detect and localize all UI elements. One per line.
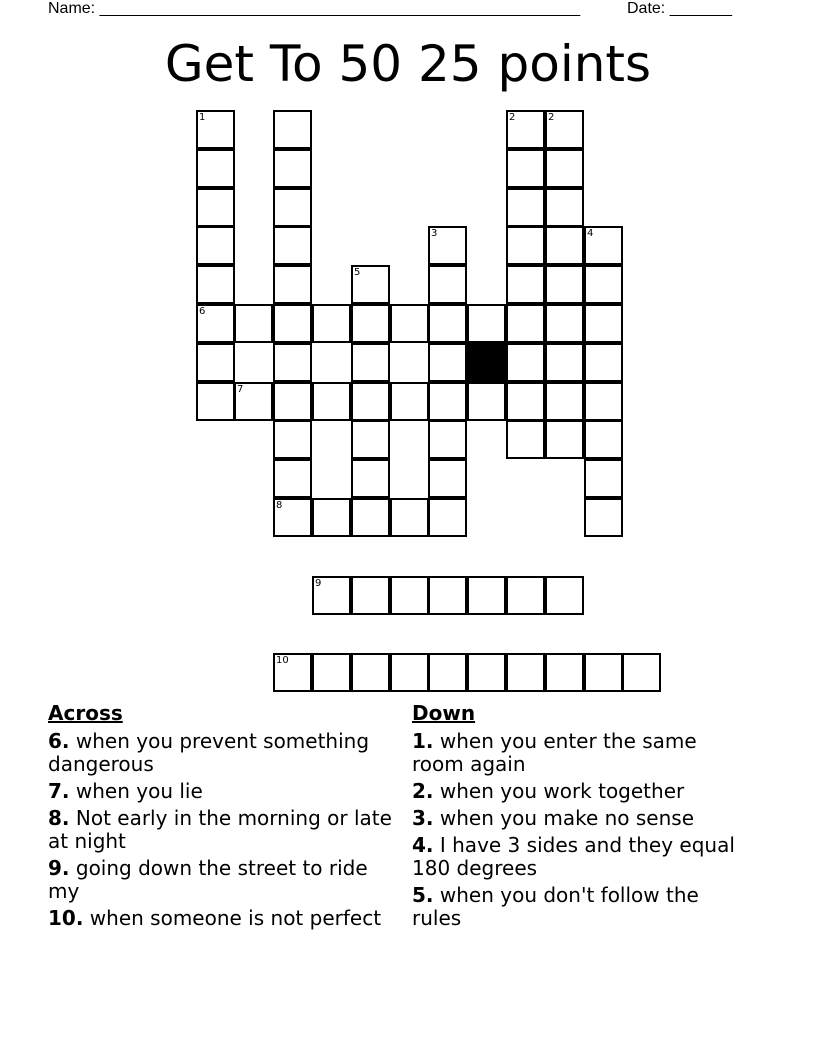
- grid-cell[interactable]: [545, 110, 584, 149]
- grid-cell[interactable]: [506, 110, 545, 149]
- clue-across-8: [48, 807, 398, 853]
- grid-cell[interactable]: [545, 149, 584, 188]
- grid-cell[interactable]: [351, 420, 390, 459]
- date-field: Date: _______: [627, 0, 732, 17]
- grid-cell[interactable]: [351, 304, 390, 343]
- clue-number: 9.: [48, 856, 70, 880]
- grid-cell[interactable]: [273, 188, 312, 227]
- grid-cell[interactable]: [312, 382, 351, 421]
- grid-cell[interactable]: [273, 226, 312, 265]
- grid-cell[interactable]: [545, 343, 584, 382]
- grid-cell[interactable]: [467, 576, 506, 615]
- clue-number-label: 1: [199, 112, 206, 123]
- clue-text: when you enter the same room again: [412, 729, 697, 776]
- clue-number: 3.: [412, 806, 434, 830]
- grid-cell[interactable]: [584, 653, 623, 692]
- grid-cell[interactable]: [390, 653, 429, 692]
- down-clues: [412, 702, 752, 934]
- grid-cell[interactable]: [584, 226, 623, 265]
- grid-cell[interactable]: [506, 576, 545, 615]
- clue-number-label: 10: [276, 655, 289, 666]
- grid-cell[interactable]: [545, 304, 584, 343]
- grid-cell[interactable]: [273, 498, 312, 537]
- clue-text: going down the street to ride my: [48, 856, 368, 903]
- grid-cell[interactable]: [312, 498, 351, 537]
- grid-cell[interactable]: [351, 343, 390, 382]
- grid-cell[interactable]: [351, 459, 390, 498]
- clue-down-2: [412, 780, 752, 803]
- grid-cell[interactable]: [467, 382, 506, 421]
- grid-cell[interactable]: [467, 653, 506, 692]
- clue-text: when you lie: [75, 779, 203, 803]
- clue-text: when someone is not perfect: [89, 906, 382, 930]
- grid-cell[interactable]: [584, 304, 623, 343]
- grid-cell[interactable]: [312, 576, 351, 615]
- grid-cell[interactable]: [428, 498, 467, 537]
- down-heading: Down: [412, 701, 476, 725]
- grid-cell[interactable]: [351, 653, 390, 692]
- grid-cell[interactable]: [390, 382, 429, 421]
- clue-number: 6.: [48, 729, 70, 753]
- clue-number: 10.: [48, 906, 84, 930]
- grid-cell[interactable]: [390, 576, 429, 615]
- clue-text: I have 3 sides and they equal 180 degrees: [412, 833, 735, 880]
- clue-across-6: [48, 730, 398, 776]
- grid-cell[interactable]: [351, 382, 390, 421]
- clue-across-9: [48, 857, 398, 903]
- grid-cell[interactable]: [351, 265, 390, 304]
- clue-number-label: 9: [315, 578, 322, 589]
- across-heading: Across: [48, 701, 123, 725]
- grid-cell[interactable]: [467, 304, 506, 343]
- grid-cell[interactable]: [545, 265, 584, 304]
- grid-cell[interactable]: [584, 382, 623, 421]
- grid-cell[interactable]: [273, 653, 312, 692]
- grid-cell[interactable]: [196, 265, 235, 304]
- grid-cell[interactable]: [584, 265, 623, 304]
- grid-cell[interactable]: [506, 304, 545, 343]
- grid-cell[interactable]: [196, 110, 235, 149]
- clue-number: 1.: [412, 729, 434, 753]
- clue-text: when you work together: [439, 779, 685, 803]
- grid-cell[interactable]: [545, 226, 584, 265]
- grid-cell[interactable]: [506, 149, 545, 188]
- clue-number-label: 3: [431, 228, 438, 239]
- grid-cell[interactable]: [273, 420, 312, 459]
- grid-cell[interactable]: [196, 188, 235, 227]
- name-field: Name: ______________________________________________________: [48, 0, 581, 17]
- clue-number: 4.: [412, 833, 434, 857]
- grid-cell[interactable]: [273, 304, 312, 343]
- grid-cell[interactable]: [234, 304, 273, 343]
- grid-cell[interactable]: [273, 382, 312, 421]
- grid-cell[interactable]: [584, 420, 623, 459]
- grid-cell[interactable]: [351, 576, 390, 615]
- clue-number: 5.: [412, 883, 434, 907]
- grid-cell[interactable]: [545, 382, 584, 421]
- grid-cell[interactable]: [196, 382, 235, 421]
- clue-down-4: [412, 834, 752, 880]
- clue-number-label: 2: [548, 112, 555, 123]
- clue-number: 7.: [48, 779, 70, 803]
- grid-cell[interactable]: [622, 653, 661, 692]
- grid-cell[interactable]: [428, 265, 467, 304]
- clue-across-10: [48, 907, 398, 930]
- grid-cell[interactable]: [545, 420, 584, 459]
- grid-cell[interactable]: [506, 265, 545, 304]
- grid-cell[interactable]: [584, 498, 623, 537]
- grid-cell[interactable]: [234, 382, 273, 421]
- grid-cell-blocked: [467, 343, 506, 382]
- clue-text: when you make no sense: [439, 806, 695, 830]
- grid-cell[interactable]: [273, 343, 312, 382]
- clue-number-label: 7: [237, 384, 244, 395]
- grid-cell[interactable]: [506, 382, 545, 421]
- grid-cell[interactable]: [312, 304, 351, 343]
- clue-number-label: 4: [587, 228, 594, 239]
- clue-number-label: 8: [276, 500, 283, 511]
- grid-cell[interactable]: [428, 304, 467, 343]
- grid-cell[interactable]: [428, 420, 467, 459]
- grid-cell[interactable]: [312, 653, 351, 692]
- grid-cell[interactable]: [390, 498, 429, 537]
- clue-number: 8.: [48, 806, 70, 830]
- clue-number-label: 6: [199, 306, 206, 317]
- grid-cell[interactable]: [196, 226, 235, 265]
- grid-cell[interactable]: [196, 149, 235, 188]
- clue-down-1: [412, 730, 752, 776]
- across-clues: [48, 702, 398, 934]
- grid-cell[interactable]: [390, 304, 429, 343]
- grid-cell[interactable]: [428, 226, 467, 265]
- grid-cell[interactable]: [273, 110, 312, 149]
- clue-number-label: 2: [509, 112, 516, 123]
- grid-cell[interactable]: [428, 382, 467, 421]
- grid-cell[interactable]: [273, 265, 312, 304]
- grid-cell[interactable]: [545, 576, 584, 615]
- grid-cell[interactable]: [506, 653, 545, 692]
- grid-cell[interactable]: [545, 653, 584, 692]
- grid-cell[interactable]: [428, 459, 467, 498]
- grid-cell[interactable]: [273, 459, 312, 498]
- grid-cell[interactable]: [506, 343, 545, 382]
- clue-text: when you don't follow the rules: [412, 883, 699, 930]
- clue-down-3: [412, 807, 752, 830]
- clue-text: Not early in the morning or late at night: [48, 806, 392, 853]
- clue-across-7: [48, 780, 398, 803]
- page-title: Get To 50 25 points: [164, 35, 652, 93]
- grid-cell[interactable]: [273, 149, 312, 188]
- grid-cell[interactable]: [428, 576, 467, 615]
- grid-cell[interactable]: [351, 498, 390, 537]
- grid-cell[interactable]: [506, 188, 545, 227]
- grid-cell[interactable]: [428, 343, 467, 382]
- grid-cell[interactable]: [545, 188, 584, 227]
- grid-cell[interactable]: [506, 420, 545, 459]
- grid-cell[interactable]: [506, 226, 545, 265]
- grid-cell[interactable]: [584, 459, 623, 498]
- clue-number-label: 5: [354, 267, 361, 278]
- grid-cell[interactable]: [196, 343, 235, 382]
- grid-cell[interactable]: [428, 653, 467, 692]
- grid-cell[interactable]: [584, 343, 623, 382]
- clue-number: 2.: [412, 779, 434, 803]
- clue-text: when you prevent something dangerous: [48, 729, 370, 776]
- grid-cell[interactable]: [196, 304, 235, 343]
- clue-down-5: [412, 884, 752, 930]
